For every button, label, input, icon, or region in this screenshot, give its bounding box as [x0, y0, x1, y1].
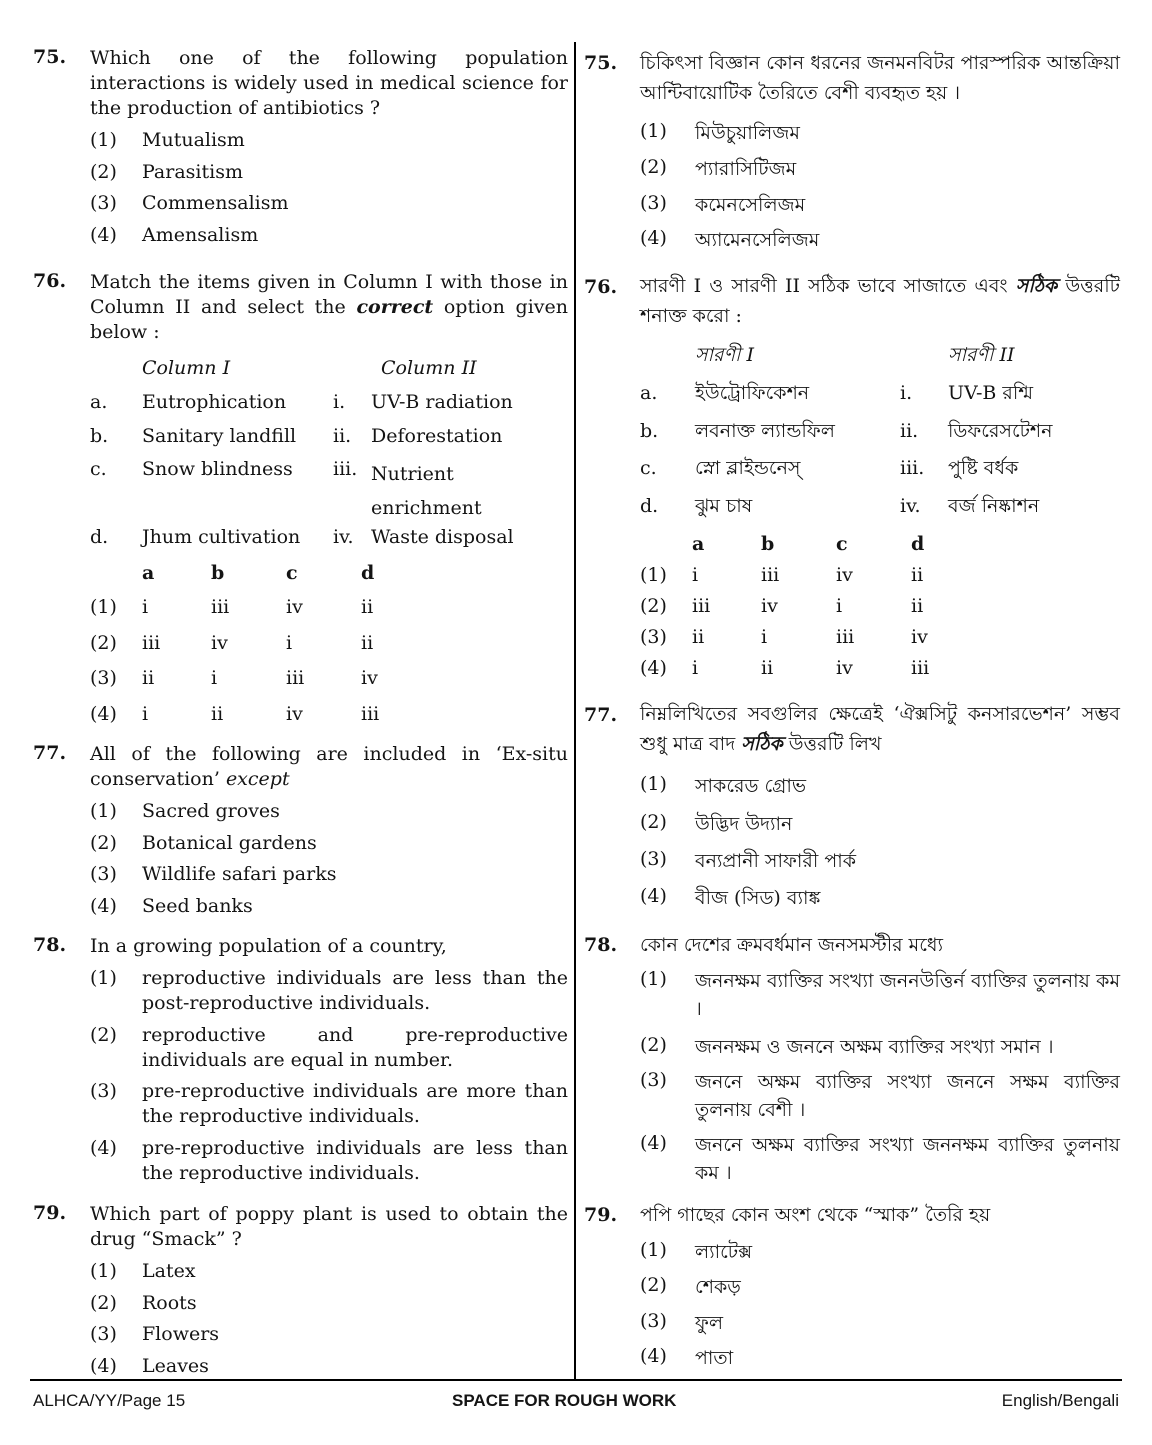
- row-match: UV-B radiation: [371, 391, 513, 413]
- row-match: পুষ্টি বর্ধক: [948, 457, 1019, 479]
- question-text: কোন দেশের ক্রমবর্ধমান জনসমস্টীর মধ্যে: [640, 934, 944, 956]
- row-item: ঝুম চাষ: [695, 495, 753, 517]
- row-key: b.: [640, 420, 659, 442]
- question-number: 79.: [584, 1204, 618, 1226]
- column-2-header: সারণী II: [948, 344, 1015, 366]
- row-roman: iii.: [900, 457, 925, 479]
- answer-header: d: [911, 533, 925, 555]
- row-item: Jhum cultivation: [142, 526, 301, 548]
- answer-header: d: [361, 562, 375, 584]
- rough-work-label: SPACE FOR ROUGH WORK: [452, 1391, 677, 1410]
- row-key: c.: [90, 458, 107, 480]
- question-number: 77.: [33, 742, 67, 764]
- column-1-header: সারণী I: [695, 344, 754, 366]
- row-match: UV-B রশ্মি: [948, 382, 1034, 404]
- column-1-header: Column I: [142, 357, 231, 379]
- row-match: ডিফরেসটেশন: [948, 420, 1053, 442]
- row-item: Eutrophication: [142, 391, 287, 413]
- question-text: Match the items given in Column I with those in Column II and select the correct option given below :: [90, 271, 569, 343]
- row-item: স্নো ব্লাইন্ডনেস্: [695, 457, 801, 479]
- row-roman: ii.: [333, 425, 352, 447]
- language-label: English/Bengali: [1001, 1391, 1119, 1410]
- row-item: লবনাক্ত ল্যান্ডফিল: [695, 420, 835, 442]
- question-number: 79.: [33, 1202, 67, 1224]
- row-match: Waste disposal: [371, 526, 514, 548]
- question-number: 75.: [584, 52, 618, 74]
- column-2-header: Column II: [381, 357, 477, 379]
- answer-header: b: [761, 533, 775, 555]
- question-text: নিম্নলিখিতের সবগুলির ক্ষেত্রেই ‘ঐক্সসিটু কনসারভেশন’ সম্ভব শুধু মাত্র বাদ সঠিক উত্তরটি লিখ: [640, 703, 1120, 755]
- question-number: 77.: [584, 704, 618, 726]
- question-number: 78.: [584, 934, 618, 956]
- row-key: c.: [640, 457, 657, 479]
- row-roman: iii.: [333, 458, 358, 480]
- row-roman: ii.: [900, 420, 919, 442]
- answer-header: a: [692, 533, 705, 555]
- row-match: বর্জ নিষ্কাশন: [948, 495, 1040, 517]
- answer-header: c: [836, 533, 848, 555]
- row-key: a.: [640, 382, 658, 404]
- answer-header: b: [211, 562, 225, 584]
- question-text: In a growing population of a country,: [90, 935, 447, 957]
- answer-header: c: [286, 562, 298, 584]
- answer-header: a: [142, 562, 155, 584]
- row-item: Sanitary landfill: [142, 425, 297, 447]
- row-item: ইউট্রোফিকেশন: [695, 382, 810, 404]
- question-text: পপি গাছের কোন অংশ থেকে “স্মাক” তৈরি হয়: [640, 1204, 991, 1226]
- page-number: ALHCA/YY/Page 15: [33, 1391, 186, 1410]
- row-key: b.: [90, 425, 109, 447]
- row-roman: iv.: [333, 526, 354, 548]
- question-text: Which part of poppy plant is used to obtain the drug “Smack” ?: [90, 1203, 568, 1250]
- row-match: Deforestation: [371, 425, 503, 447]
- row-match: Nutrient enrichment: [371, 463, 482, 519]
- question-text: All of the following are included in ‘Ex-situ conservation’ except: [90, 743, 568, 790]
- row-key: d.: [640, 495, 659, 517]
- question-number: 76.: [584, 276, 618, 298]
- question-number: 75.: [33, 46, 67, 68]
- row-roman: i.: [333, 391, 346, 413]
- question-number: 78.: [33, 934, 67, 956]
- row-roman: i.: [900, 382, 913, 404]
- question-number: 76.: [33, 270, 67, 292]
- question-text: চিকিৎসা বিজ্ঞান কোন ধরনের জনমনবিটর পারস্পরিক আন্তক্রিয়া আন্টিবায়োটিক তৈরিতে বেশী ব্যবহৃত হয় ।: [640, 52, 1120, 104]
- row-key: d.: [90, 526, 109, 548]
- column-divider: [574, 42, 576, 1380]
- question-text: সারণী I ও সারণী II সঠিক ভাবে সাজাতে এবং সঠিক উত্তরটি শনাক্ত করো :: [640, 275, 1120, 327]
- row-roman: iv.: [900, 495, 921, 517]
- row-item: Snow blindness: [142, 458, 293, 480]
- footer-rule: [30, 1379, 1122, 1381]
- question-text: Which one of the following population interactions is widely used in medical science for the production of antibiotics ?: [90, 47, 568, 119]
- row-key: a.: [90, 391, 108, 413]
